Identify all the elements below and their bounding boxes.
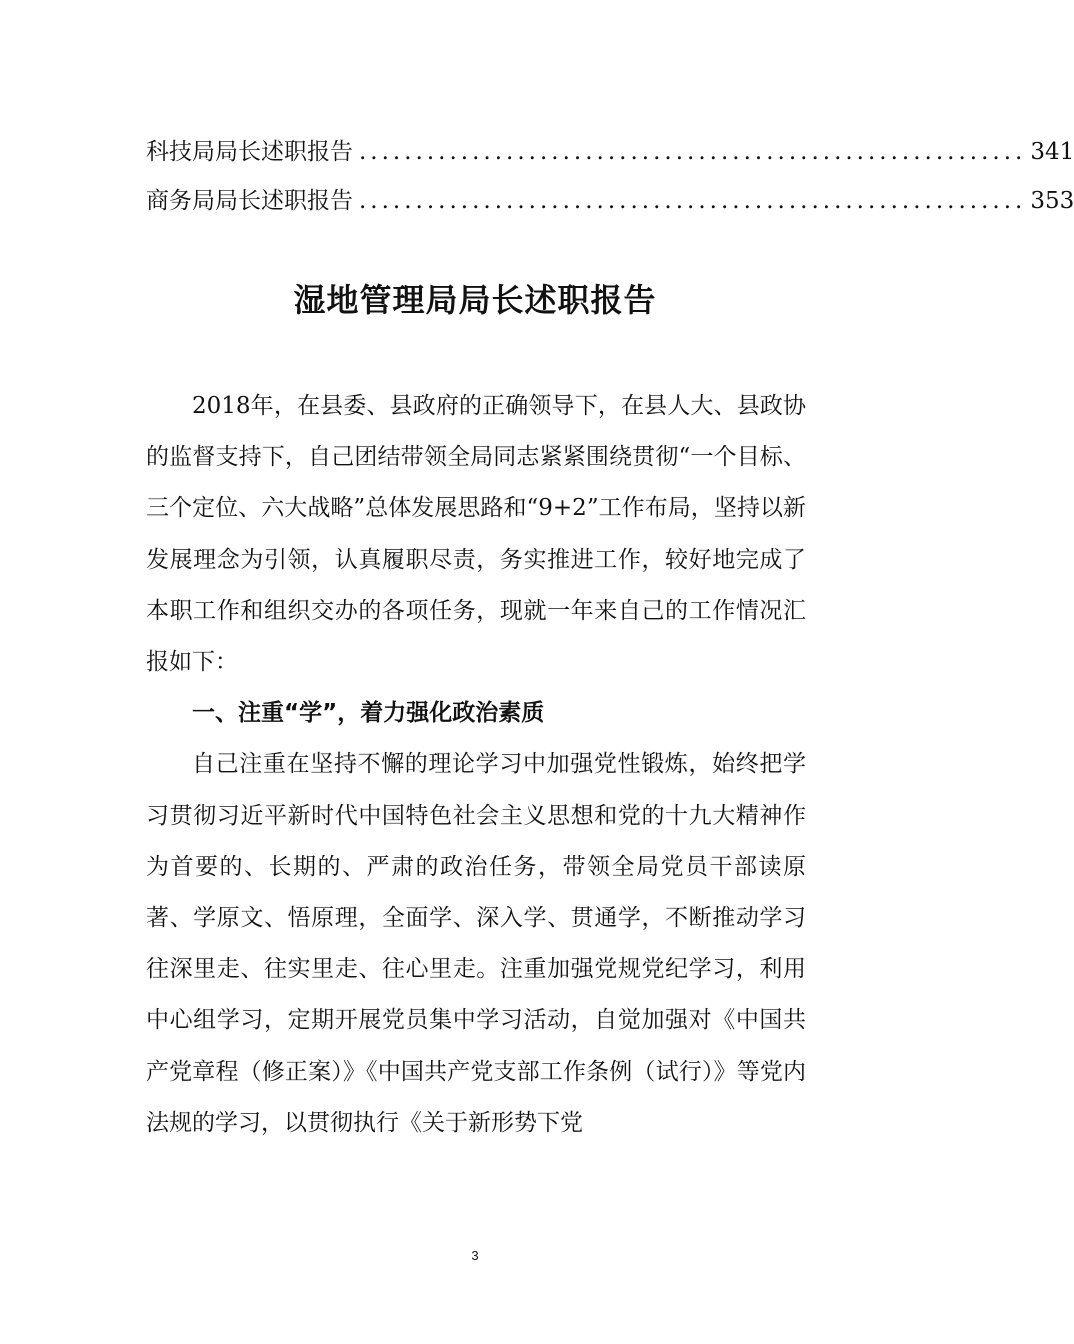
toc-entry-title: 科技局局长述职报告 [146,139,353,165]
section-heading: 一、注重“学”，着力强化政治素质 [192,700,545,727]
toc-entry[interactable] [146,187,1074,216]
document-body [146,381,806,1149]
document-title: 湿地管理局局长述职报告 [293,281,657,320]
toc-entry-page: 353 [1030,188,1074,214]
section-paragraph: 自己注重在坚持不懈的理论学习中加强党性锻炼，始终把学习贯彻习近平新时代中国特色社会主义思想和党的十九大精神作为首要的、长期的、严肃的政治任务，带领全局党员干部读原著、学原文、悟原理，全面学、深入学、贯通学，不断推动学习往深里走、往实里走、往心里走。注重加强党规党纪学习，利用中心组学习，定期开展党员集中学习活动，自觉加强对《中国共产党章程（修正案）》《中国共产党支部工作条例（试行）》等党内法规的学习，以贯彻执行《关于新形势下党 [146,751,806,1136]
toc-leader-dots: ........................................................... [359,139,1027,165]
toc-entry-page: 341 [1030,139,1074,165]
toc-entry[interactable] [146,138,1074,167]
toc-entry-title: 商务局局长述职报告 [146,188,353,214]
toc-leader-dots: ........................................................... [359,188,1027,214]
intro-paragraph: 2018年，在县委、县政府的正确领导下，在县人大、县政协的监督支持下，自己团结带领全局同志紧紧围绕贯彻“一个目标、三个定位、六大战略”总体发展思路和“9+2”工作布局，坚持以新发展理念为引领，认真履职尽责，务实推进工作，较好地完成了本职工作和组织交办的各项任务，现就一年来自己的工作情况汇报如下： [146,393,806,676]
page-number: 3 [471,1248,479,1263]
